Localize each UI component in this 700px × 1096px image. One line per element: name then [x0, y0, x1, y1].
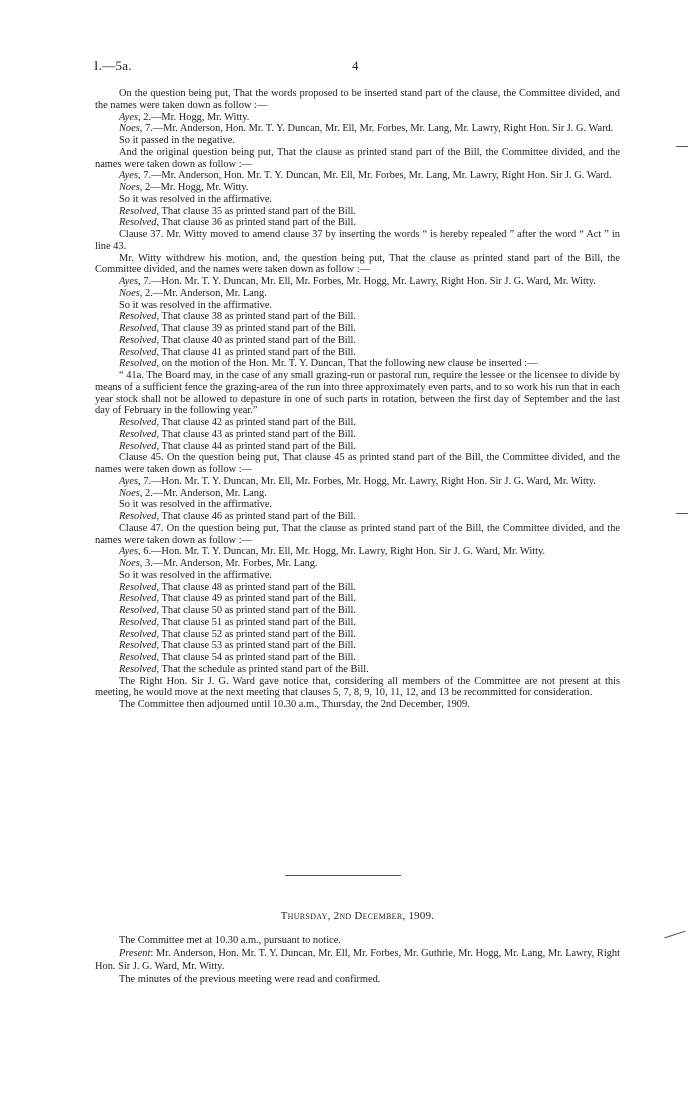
- paragraph: The minutes of the previous meeting were read and confirmed.: [119, 974, 381, 985]
- paragraph: The Committee then adjourned until 10.30 a.m., Thursday, the 2nd December, 1909.: [119, 699, 470, 710]
- paragraph: So it was resolved in the affirmative.: [119, 193, 273, 205]
- paragraph: Clause 45. On the question being put, That clause 45 as printed stand part of the Bill, the Committee divided, and the names were taken down as follow :—: [95, 452, 620, 475]
- paragraph: [95, 593, 620, 605]
- paragraph: [95, 217, 620, 229]
- paragraph: [95, 558, 620, 570]
- paragraph: [95, 441, 620, 453]
- paragraph: So it passed in the negative.: [119, 135, 236, 146]
- paragraph-text: , on the motion of the Hon. Mr. T. Y. Duncan, That the following new clause be inserted :—: [156, 358, 538, 370]
- paragraph-text: , That the schedule as printed stand part of the Bill.: [156, 663, 369, 675]
- page-number: 4: [352, 58, 359, 73]
- paragraph: [95, 652, 620, 664]
- paragraph-text: , That clause 42 as printed stand part of the Bill.: [156, 417, 357, 428]
- paragraph: [95, 123, 620, 135]
- paragraph: The Committee met at 10.30 a.m., pursuant to notice.: [119, 935, 341, 946]
- paragraph-text: , 2.—Mr. Hogg, Mr. Witty.: [138, 111, 250, 123]
- paragraph: [95, 617, 620, 629]
- paragraph-text: , 2.—Mr. Anderson, Mr. Lang.: [139, 287, 267, 299]
- margin-mark: [664, 931, 685, 939]
- paragraph-label: Ayes: [119, 170, 139, 182]
- paragraph-label: Resolved: [119, 334, 157, 346]
- paragraph-text: , That clause 40 as printed stand part of the Bill.: [156, 334, 357, 346]
- paragraph: [95, 323, 620, 335]
- paragraph-label: Resolved: [119, 640, 157, 652]
- paragraph: [95, 311, 620, 323]
- paragraph-label: Resolved: [119, 616, 157, 628]
- paragraph-label: Ayes: [119, 276, 139, 287]
- meeting-section: [95, 910, 620, 986]
- document-reference: I.—5a.: [94, 58, 132, 73]
- paragraph-text: , 7.—Mr. Anderson, Hon. Mr. T. Y. Duncan, Mr. Ell, Mr. Forbes, Mr. Lang, Mr. Lawry, Right Hon. Sir J. G. Ward.: [139, 123, 614, 135]
- paragraph-text: , That clause 38 as printed stand part of the Bill.: [156, 311, 357, 323]
- paragraph: [95, 170, 620, 182]
- paragraph: So it was resolved in the affirmative.: [119, 299, 273, 311]
- paragraph-text: , That clause 54 as printed stand part of the Bill.: [156, 652, 357, 663]
- paragraph-text: , That clause 39 as printed stand part of the Bill.: [156, 323, 357, 334]
- paragraph: [95, 335, 620, 347]
- paragraph-text: , That clause 50 as printed stand part of the Bill.: [156, 605, 357, 616]
- paragraph: [95, 358, 620, 370]
- paragraph-label: Noes: [119, 182, 140, 193]
- paragraph-label: Present: [119, 948, 151, 959]
- paragraph: So it was resolved in the affirmative.: [119, 569, 273, 581]
- paragraph-label: Resolved: [119, 628, 157, 640]
- paragraph: Clause 47. On the question being put, That the clause as printed stand part of the Bill, the Committee divided, and the names were taken down as follow :—: [95, 522, 620, 546]
- paragraph: [95, 112, 620, 124]
- paragraph: [95, 605, 620, 617]
- paragraph-label: Resolved: [119, 605, 157, 616]
- paragraph-text: , 2—Mr. Hogg, Mr. Witty.: [139, 182, 249, 193]
- paragraph-text: , That clause 53 as printed stand part of the Bill.: [156, 640, 357, 652]
- meeting-section-body: [95, 934, 620, 986]
- paragraph-label: Ayes: [119, 546, 139, 558]
- paragraph: [95, 182, 620, 194]
- paragraph: [95, 546, 620, 558]
- paragraph: [95, 347, 620, 359]
- paragraph-text: , That clause 46 as printed stand part of the Bill.: [156, 511, 357, 522]
- paragraph-label: Noes: [119, 487, 140, 499]
- paragraph-text: , That clause 41 as printed stand part of the Bill.: [156, 346, 357, 358]
- paragraph-label: Resolved: [119, 217, 157, 229]
- paragraph-text: , That clause 44 as printed stand part of the Bill.: [156, 440, 357, 452]
- paragraph: [95, 640, 620, 652]
- paragraph: [95, 511, 620, 523]
- paragraph-label: Resolved: [119, 440, 157, 452]
- paragraph-label: Resolved: [119, 652, 157, 663]
- paragraph: The Right Hon. Sir J. G. Ward gave notice that, considering all members of the Committee are not present at this meeting, he would move at the next meeting that clauses 5, 7, 8, 9, 10, 11, 12, and 13 be recommitted for consideration.: [95, 675, 620, 699]
- margin-mark: [676, 146, 688, 147]
- paragraph: [95, 417, 620, 429]
- paragraph: Mr. Witty withdrew his motion, and, the question being put, That the clause as printed stand part of the Bill, the Committee divided, and the names were taken down as follow :—: [95, 252, 620, 276]
- paragraph-text: , 7.—Mr. Anderson, Hon. Mr. T. Y. Duncan, Mr. Ell, Mr. Forbes, Mr. Lang, Mr. Lawry, Right Hon. Sir J. G. Ward.: [138, 170, 612, 182]
- paragraph: “ 41a. The Board may, in the case of any small grazing-run or pastoral run, require the lessee or the licensee to divide by means of a sufficient fence the grazing-area of the run into three approximately even parts, and to so work his run that in each year stock shall not be allowed to depasture in one of such parts in rotation, between the first day of September and the last day of February in the following year.”: [95, 370, 620, 417]
- paragraph-label: Resolved: [119, 346, 157, 358]
- paragraph: Clause 37. Mr. Witty moved to amend clause 37 by inserting the words “ is hereby repealed ” after the word “ Act ” in line 43.: [95, 229, 620, 252]
- paragraph-text: : Mr. Anderson, Hon. Mr. T. Y. Duncan, Mr. Ell, Mr. Forbes, Mr. Guthrie, Mr. Hogg, Mr. Lang, Mr. Lawry, Right Hon. Sir J. G. Ward, Mr. Witty.: [95, 948, 620, 972]
- paragraph-label: Noes: [119, 287, 140, 299]
- paragraph-text: , That clause 36 as printed stand part of the Bill.: [156, 217, 357, 229]
- paragraph-text: , That clause 43 as printed stand part of the Bill.: [156, 428, 357, 440]
- paragraph: On the question being put, That the words proposed to be inserted stand part of the clause, the Committee divided, and the names were taken down as follow :—: [95, 88, 620, 111]
- paragraph: [95, 664, 620, 676]
- margin-mark: [676, 513, 688, 514]
- paragraph-text: , 2.—Mr. Anderson, Mr. Lang.: [139, 487, 267, 499]
- paragraph-text: , That clause 52 as printed stand part of the Bill.: [156, 628, 357, 640]
- paragraph-text: , 7.—Hon. Mr. T. Y. Duncan, Mr. Ell, Mr. Forbes, Mr. Hogg, Mr. Lawry, Right Hon. Sir J. G. Ward, Mr. Witty.: [138, 276, 596, 287]
- paragraph: [95, 429, 620, 441]
- paragraph-text: , 3.—Mr. Anderson, Mr. Forbes, Mr. Lang.: [139, 558, 318, 569]
- paragraph: [95, 947, 620, 973]
- paragraph-label: Ayes: [119, 475, 139, 487]
- paragraph: And the original question being put, That the clause as printed stand part of the Bill, the Committee divided, and the names were taken down as follow :—: [95, 146, 620, 170]
- paragraph-text: , That clause 51 as printed stand part of the Bill.: [156, 616, 357, 628]
- paragraph-text: , 7.—Hon. Mr. T. Y. Duncan, Mr. Ell, Mr. Forbes, Mr. Hogg, Mr. Lawry, Right Hon. Sir J. G. Ward, Mr. Witty.: [138, 475, 596, 487]
- paragraph-label: Resolved: [119, 417, 157, 428]
- minutes-body: [95, 88, 620, 711]
- paragraph: [95, 206, 620, 218]
- paragraph: [95, 476, 620, 488]
- paragraph-label: Noes: [119, 123, 140, 135]
- paragraph-label: Resolved: [119, 511, 157, 522]
- paragraph: [95, 288, 620, 300]
- paragraph-label: Resolved: [119, 428, 157, 440]
- page-header: [94, 58, 634, 78]
- paragraph-label: Ayes: [119, 111, 139, 123]
- paragraph: [95, 582, 620, 594]
- paragraph-label: Resolved: [119, 323, 157, 334]
- paragraph-text: , That clause 49 as printed stand part of the Bill.: [156, 593, 357, 605]
- paragraph-label: Resolved: [119, 205, 157, 217]
- paragraph-label: Resolved: [119, 358, 157, 370]
- paragraph-text: , That clause 48 as printed stand part of the Bill.: [156, 581, 357, 593]
- paragraph-text: , That clause 35 as printed stand part of the Bill.: [156, 205, 357, 217]
- paragraph: [95, 276, 620, 288]
- paragraph-label: Resolved: [119, 663, 157, 675]
- paragraph: [95, 629, 620, 641]
- paragraph-text: , 6.—Hon. Mr. T. Y. Duncan, Mr. Ell, Mr. Hogg, Mr. Lawry, Right Hon. Sir J. G. Ward, Mr. Witty.: [138, 546, 546, 558]
- meeting-date-heading: Thursday, 2nd December, 1909.: [280, 910, 435, 922]
- paragraph-label: Resolved: [119, 581, 157, 593]
- paragraph-label: Noes: [119, 558, 140, 569]
- paragraph: [95, 488, 620, 500]
- paragraph-label: Resolved: [119, 593, 157, 605]
- paragraph-label: Resolved: [119, 311, 157, 323]
- section-divider: [285, 875, 401, 876]
- paragraph: So it was resolved in the affirmative.: [119, 499, 273, 511]
